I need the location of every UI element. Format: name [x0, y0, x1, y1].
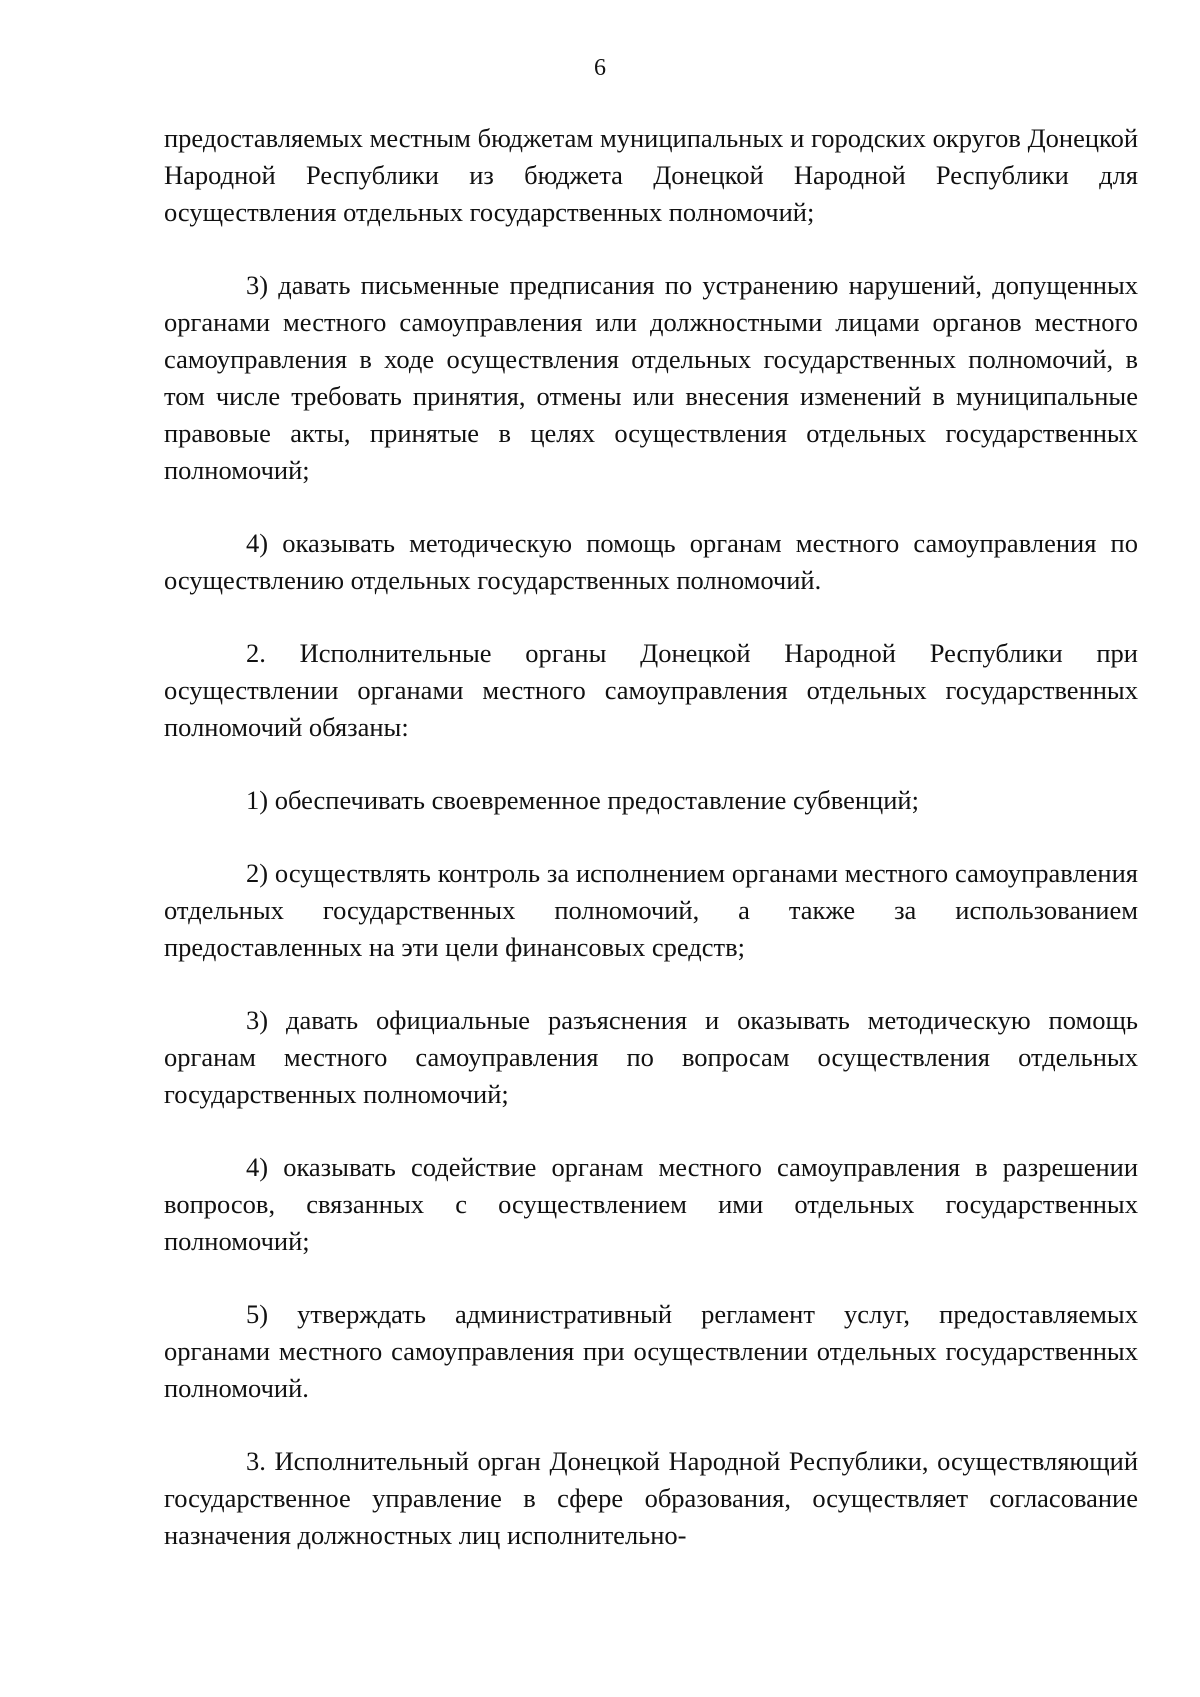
paragraph-duty-1: 1) обеспечивать своевременное предоставление субвенций; [246, 785, 919, 815]
paragraph-item-4-methodical-help: 4) оказывать методическую помощь органам местного самоуправления по осуществлению отдельных государственных полномочий. [164, 528, 1138, 595]
paragraph-duty-3: 3) давать официальные разъяснения и оказывать методическую помощь органам местного самоуправления по вопросам осуществления отдельных государственных полномочий; [164, 1005, 1138, 1109]
paragraph-section-3: 3. Исполнительный орган Донецкой Народной Республики, осуществляющий государственное управление в сфере образования, осуществляет согласование назначения должностных лиц исполнительно- [164, 1446, 1138, 1550]
paragraph-duty-2: 2) осуществлять контроль за исполнением органами местного самоуправления отдельных государственных полномочий, а также за использованием предоставленных на эти цели финансовых средств; [164, 858, 1138, 962]
paragraph-continuation: предоставляемых местным бюджетам муниципальных и городских округов Донецкой Народной Республики из бюджета Донецкой Народной Республики для осуществления отдельных государственных полномочий; [164, 123, 1138, 227]
paragraph-duty-4: 4) оказывать содействие органам местного самоуправления в разрешении вопросов, связанных с осуществлением ими отдельных государственных полномочий; [164, 1152, 1138, 1256]
page-number: 6 [594, 55, 606, 81]
document-body [164, 120, 1138, 1554]
paragraph-section-2: 2. Исполнительные органы Донецкой Народной Республики при осуществлении органами местного самоуправления отдельных государственных полномочий обязаны: [164, 638, 1138, 742]
paragraph-duty-5: 5) утверждать административный регламент услуг, предоставляемых органами местного самоуправления при осуществлении отдельных государственных полномочий. [164, 1299, 1138, 1403]
paragraph-item-3-prescriptions: 3) давать письменные предписания по устранению нарушений, допущенных органами местного самоуправления или должностными лицами органов местного самоуправления в ходе осуществления отдельных государственных полномочий, в том числе требовать принятия, отмены или внесения изменений в муниципальные правовые акты, принятые в целях осуществления отдельных государственных полномочий; [164, 270, 1138, 485]
